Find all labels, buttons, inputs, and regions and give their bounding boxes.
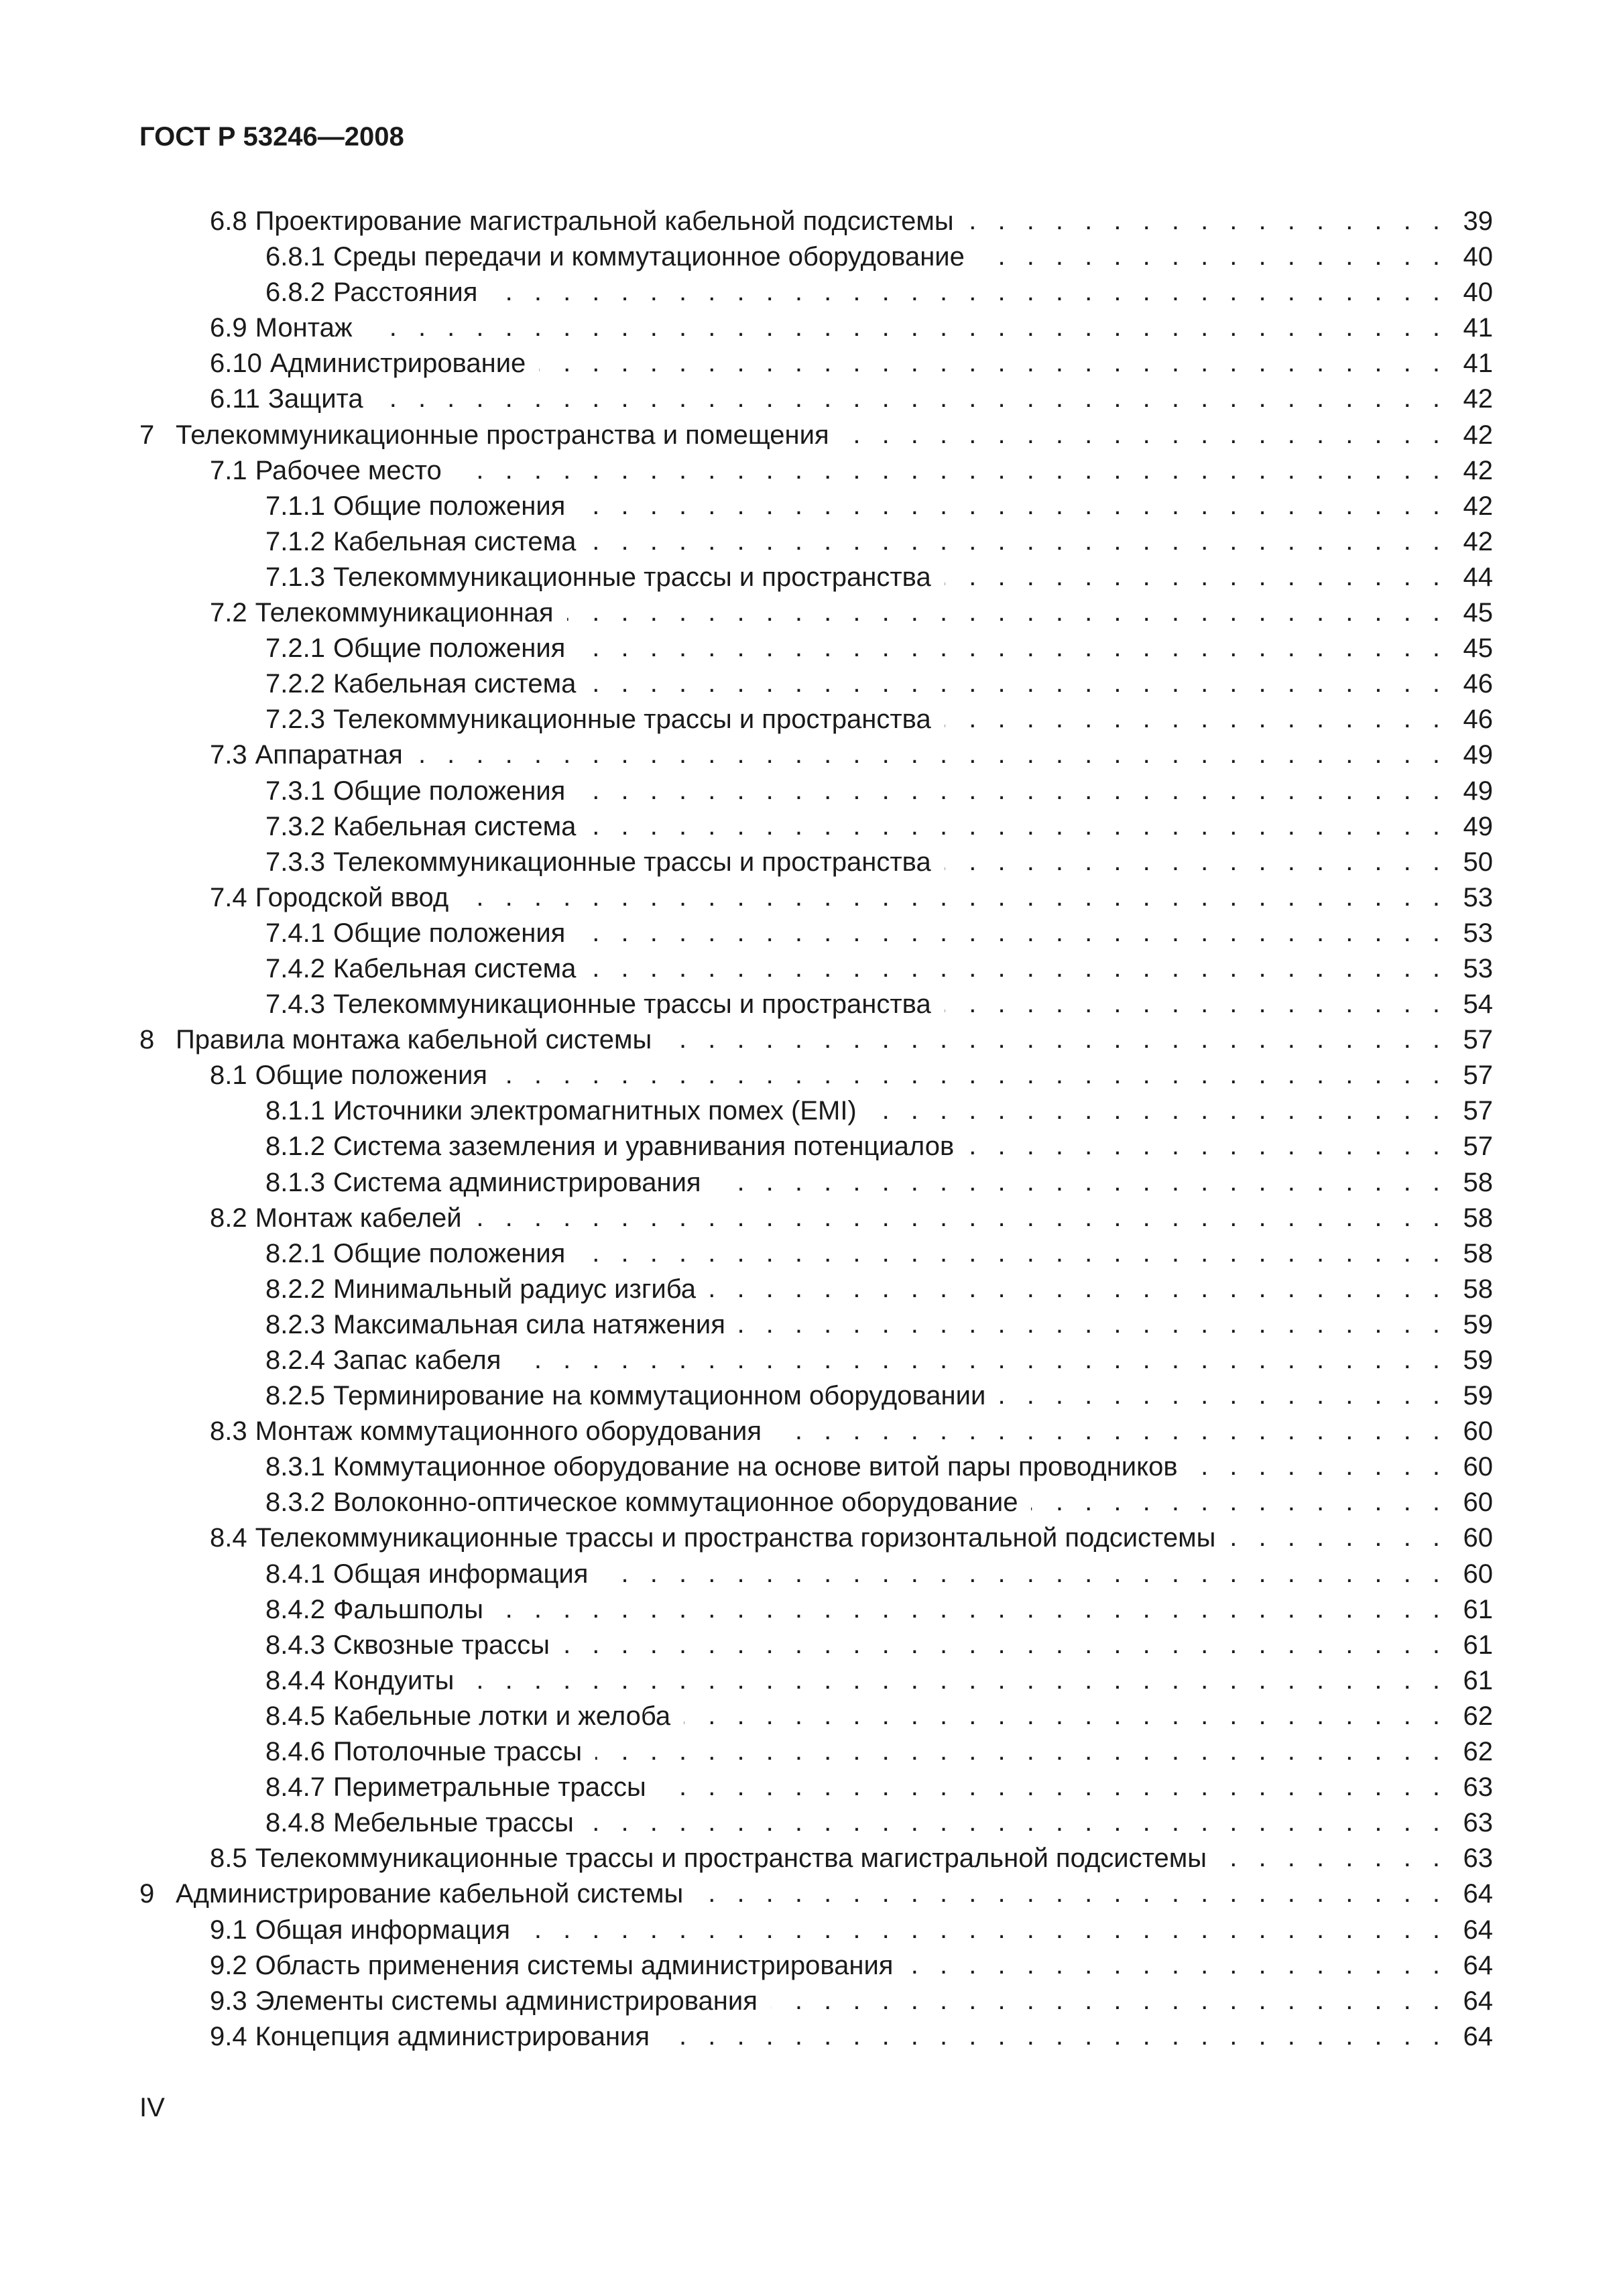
toc-entry-page: 62 [1463,1701,1493,1731]
toc-entry[interactable] [139,345,1493,381]
toc-entry-number: 7.3 [210,740,247,770]
toc-entry[interactable] [139,595,1493,630]
toc-entry[interactable] [139,915,1493,951]
toc-dot-leader [567,595,1446,621]
toc-entry-number: 7.2.2 [265,669,325,699]
toc-entry-number: 7.1 [210,455,247,485]
toc-entry-page: 58 [1463,1274,1493,1304]
toc-entry-page: 57 [1463,1061,1493,1091]
toc-entry[interactable] [139,1093,1493,1128]
toc-entry-title: Телекоммуникационная [255,598,554,628]
toc-entry-number: 9 [139,1879,155,1909]
toc-dot-leader [455,452,1446,479]
toc-entry-number: 8.4 [210,1523,247,1553]
toc-dot-leader [563,1627,1446,1654]
toc-entry-title: Кабельная система [333,953,577,983]
toc-entry-page: 53 [1463,953,1493,983]
toc-entry[interactable] [139,986,1493,1022]
toc-entry-title: Запас кабеля [333,1345,501,1375]
toc-entry[interactable] [139,630,1493,666]
toc-entry-page: 58 [1463,1203,1493,1233]
toc-entry-title: Кабельная система [333,526,577,556]
toc-entry-page: 42 [1463,526,1493,556]
toc-entry-number: 8.4.1 [265,1559,325,1589]
toc-entry-page: 39 [1463,206,1493,236]
toc-entry-number: 6.8 [210,206,247,236]
toc-dot-leader [524,1912,1446,1939]
toc-entry-number: 7.1.1 [265,491,325,521]
toc-entry-number: 8.4.2 [265,1594,325,1624]
toc-dot-leader [589,808,1446,835]
toc-entry[interactable] [139,1983,1493,2018]
document-header: ГОСТ Р 53246—2008 [139,122,404,152]
toc-entry-title: Монтаж коммутационного оборудования [255,1416,762,1447]
toc-entry-page: 57 [1463,1132,1493,1162]
toc-entry-page: 42 [1463,384,1493,414]
toc-entry-number: 8.2.4 [265,1345,325,1375]
toc-entry-page: 58 [1463,1167,1493,1197]
toc-entry-page: 53 [1463,882,1493,912]
toc-entry-page: 40 [1463,278,1493,308]
toc-entry-number: 8.4.8 [265,1808,325,1838]
toc-dot-leader [416,737,1446,764]
toc-entry-page: 42 [1463,491,1493,521]
toc-entry-title: Кабельная система [333,811,577,841]
toc-entry[interactable] [139,1307,1493,1342]
toc-entry[interactable] [139,1484,1493,1520]
toc-entry-page: 57 [1463,1096,1493,1126]
toc-entry-number: 7 [139,420,155,450]
toc-entry[interactable] [139,1413,1493,1449]
toc-entry-number: 7.3.3 [265,847,325,877]
toc-entry[interactable] [139,310,1493,345]
toc-entry-number: 8.3.2 [265,1488,325,1518]
toc-entry[interactable] [139,1164,1493,1200]
toc-entry-page: 59 [1463,1381,1493,1411]
toc-dot-leader [775,1413,1446,1440]
toc-entry-title: Защита [267,384,363,414]
toc-dot-leader [1191,1449,1446,1475]
toc-entry-title: Терминирование на коммутационном оборудовании [333,1381,986,1411]
toc-entry-number: 8.3.1 [265,1452,325,1482]
toc-entry-title: Фальшполы [333,1594,484,1624]
toc-entry[interactable] [139,559,1493,595]
toc-entry-title: Общие положения [255,1061,487,1091]
toc-entry[interactable] [139,1449,1493,1484]
toc-entry[interactable] [139,239,1493,274]
toc-entry-number: 7.2 [210,598,247,628]
toc-entry-number: 8.4.3 [265,1630,325,1660]
toc-entry[interactable] [139,1591,1493,1627]
toc-entry-page: 54 [1463,989,1493,1020]
toc-entry-page: 57 [1463,1025,1493,1055]
toc-entry[interactable] [139,1235,1493,1271]
toc-dot-leader [967,203,1446,230]
toc-entry-number: 8.4.7 [265,1772,325,1803]
toc-entry-page: 46 [1463,669,1493,699]
toc-entry[interactable] [139,1342,1493,1378]
toc-entry[interactable] [139,1769,1493,1805]
toc-entry-title: Правила монтажа кабельной системы [176,1025,652,1055]
toc-entry-title: Общие положения [333,1238,566,1268]
toc-entry-number: 6.10 [210,349,262,379]
toc-entry-title: Телекоммуникационные пространства и помещения [176,420,829,450]
toc-dot-leader [945,701,1446,728]
toc-entry-title: Проектирование магистральной кабельной подсистемы [255,206,954,236]
toc-dot-leader [945,559,1446,586]
toc-dot-leader [945,986,1446,1013]
toc-entry[interactable] [139,524,1493,559]
toc-entry-page: 49 [1463,740,1493,770]
toc-entry-number: 9.3 [210,1986,247,2016]
toc-entry-title: Телекоммуникационные трассы и пространства [333,989,931,1020]
toc-entry-number: 6.11 [210,384,260,414]
toc-entry[interactable] [139,1627,1493,1663]
toc-entry-page: 46 [1463,705,1493,735]
toc-entry-title: Общие положения [333,918,566,948]
toc-entry-page: 62 [1463,1737,1493,1767]
toc-entry-title: Телекоммуникационные трассы и пространства магистральной подсистемы [255,1844,1207,1874]
toc-dot-leader [579,1235,1446,1262]
toc-entry-title: Концепция администрирования [255,2021,650,2051]
toc-entry-page: 61 [1463,1630,1493,1660]
toc-entry[interactable] [139,808,1493,844]
toc-entry-number: 7.4.3 [265,989,325,1020]
toc-entry-number: 7.4 [210,882,247,912]
toc-dot-leader [663,2018,1446,2045]
toc-entry-page: 40 [1463,242,1493,272]
toc-entry-title: Кабельная система [333,669,577,699]
toc-dot-leader [906,1947,1446,1974]
toc-entry-title: Коммутационное оборудование на основе витой пары проводников [333,1452,1178,1482]
toc-dot-leader [462,880,1446,906]
toc-entry-title: Кабельные лотки и желоба [333,1701,671,1731]
toc-entry-number: 7.3.1 [265,776,325,806]
toc-entry-title: Общие положения [333,776,566,806]
toc-entry[interactable] [139,773,1493,808]
toc-entry-page: 64 [1463,1986,1493,2016]
toc-entry[interactable] [139,381,1493,416]
toc-entry[interactable] [139,1947,1493,1983]
toc-dot-leader [589,951,1446,977]
toc-entry-number: 7.2.1 [265,633,325,664]
toc-entry-title: Телекоммуникационные трассы и пространства [333,847,931,877]
toc-entry-page: 60 [1463,1559,1493,1589]
toc-entry-title: Администрирование [269,349,526,379]
toc-dot-leader [514,1342,1446,1369]
toc-dot-leader [1031,1484,1446,1511]
toc-entry[interactable] [139,452,1493,488]
toc-entry[interactable] [139,203,1493,239]
toc-entry-number: 8.3 [210,1416,247,1447]
toc-dot-leader [539,345,1446,372]
toc-entry[interactable] [139,844,1493,880]
toc-entry-page: 45 [1463,633,1493,664]
toc-entry-number: 7.4.1 [265,918,325,948]
table-of-contents [139,203,1493,2054]
toc-entry-title: Телекоммуникационные трассы и пространства [333,562,931,592]
toc-dot-leader [870,1093,1446,1120]
toc-entry-title: Городской ввод [255,882,449,912]
toc-entry-title: Телекоммуникационные трассы и пространства [333,705,931,735]
toc-entry-number: 9.2 [210,1950,247,1980]
toc-entry-title: Расстояния [333,278,478,308]
toc-dot-leader [587,1805,1446,1831]
toc-entry-number: 7.4.2 [265,953,325,983]
toc-dot-leader [377,381,1446,408]
toc-entry[interactable] [139,1840,1493,1876]
toc-entry-title: Аппаратная [255,740,403,770]
toc-entry-page: 41 [1463,349,1493,379]
toc-entry-number: 7.1.3 [265,562,325,592]
toc-entry-number: 8.2.3 [265,1309,325,1339]
toc-dot-leader [660,1769,1446,1796]
toc-entry-page: 50 [1463,847,1493,877]
toc-entry-number: 8.1.1 [265,1096,325,1126]
toc-entry-page: 60 [1463,1488,1493,1518]
toc-entry-page: 59 [1463,1345,1493,1375]
toc-entry[interactable] [139,1912,1493,1947]
toc-entry-number: 7.1.2 [265,526,325,556]
toc-dot-leader [739,1307,1446,1333]
toc-dot-leader [475,1200,1446,1227]
toc-entry[interactable] [139,1876,1493,1911]
toc-entry-title: Источники электромагнитных помех (EMI) [333,1096,857,1126]
toc-entry-number: 7.2.3 [265,705,325,735]
toc-entry[interactable] [139,274,1493,310]
toc-dot-leader [501,1057,1446,1084]
toc-entry-page: 60 [1463,1416,1493,1447]
toc-entry-title: Среды передачи и коммутационное оборудование [333,242,965,272]
toc-entry-title: Сквозные трассы [333,1630,550,1660]
toc-entry-title: Минимальный радиус изгиба [333,1274,696,1304]
toc-entry-title: Общие положения [333,491,566,521]
toc-entry-number: 8.2.5 [265,1381,325,1411]
toc-entry-page: 60 [1463,1523,1493,1553]
toc-entry-title: Элементы системы администрирования [255,1986,758,2016]
toc-entry-page: 61 [1463,1594,1493,1624]
toc-entry-number: 6.8.2 [265,278,325,308]
toc-dot-leader [579,915,1446,942]
toc-entry[interactable] [139,1128,1493,1164]
toc-entry-title: Максимальная сила натяжения [333,1309,725,1339]
toc-entry[interactable] [139,1734,1493,1769]
toc-entry[interactable] [139,1520,1493,1555]
toc-entry-page: 59 [1463,1309,1493,1339]
toc-entry-number: 6.8.1 [265,242,325,272]
toc-entry-page: 64 [1463,1950,1493,1980]
toc-entry-page: 64 [1463,2021,1493,2051]
toc-entry-title: Потолочные трассы [333,1737,583,1767]
toc-entry-page: 64 [1463,1879,1493,1909]
toc-entry-title: Администрирование кабельной системы [176,1879,684,1909]
toc-dot-leader [589,666,1446,692]
toc-entry-number: 7.3.2 [265,811,325,841]
toc-dot-leader [579,630,1446,657]
toc-entry[interactable] [139,1200,1493,1235]
toc-entry-page: 58 [1463,1238,1493,1268]
toc-entry-page: 53 [1463,918,1493,948]
toc-dot-leader [491,274,1446,301]
toc-dot-leader [1229,1520,1446,1547]
toc-entry-page: 60 [1463,1452,1493,1482]
toc-entry-title: Периметральные трассы [333,1772,646,1803]
toc-dot-leader [843,417,1446,444]
toc-entry[interactable] [139,880,1493,915]
page-number: IV [139,2093,165,2122]
toc-entry-page: 42 [1463,420,1493,450]
toc-entry-page: 63 [1463,1772,1493,1803]
toc-dot-leader [579,488,1446,515]
toc-dot-leader [978,239,1446,265]
toc-entry[interactable] [139,1022,1493,1057]
toc-entry-page: 41 [1463,313,1493,343]
toc-entry-title: Телекоммуникационные трассы и пространства горизонтальной подсистемы [255,1523,1216,1553]
toc-entry[interactable] [139,951,1493,986]
toc-entry-title: Система заземления и уравнивания потенциалов [333,1132,955,1162]
toc-entry-page: 49 [1463,811,1493,841]
toc-dot-leader [1220,1840,1446,1867]
toc-entry[interactable] [139,2018,1493,2054]
toc-dot-leader [665,1022,1446,1048]
toc-entry[interactable] [139,1271,1493,1307]
toc-dot-leader [579,773,1446,800]
toc-entry[interactable] [139,1556,1493,1591]
toc-entry-number: 8.4.5 [265,1701,325,1731]
toc-entry[interactable] [139,1698,1493,1734]
toc-entry-page: 63 [1463,1808,1493,1838]
toc-entry-number: 9.4 [210,2021,247,2051]
toc-dot-leader [945,844,1446,871]
toc-dot-leader [771,1983,1446,2010]
toc-entry[interactable] [139,666,1493,701]
toc-entry-title: Мебельные трассы [333,1808,574,1838]
toc-entry[interactable] [139,701,1493,737]
toc-entry-page: 49 [1463,776,1493,806]
toc-entry-title: Общая информация [333,1559,589,1589]
toc-entry-title: Рабочее место [255,455,442,485]
toc-entry[interactable] [139,1663,1493,1698]
toc-dot-leader [697,1876,1446,1902]
toc-dot-leader [999,1378,1446,1404]
toc-entry-title: Система администрирования [333,1167,701,1197]
toc-entry-title: Общая информация [255,1915,511,1945]
toc-entry[interactable] [139,1805,1493,1840]
toc-entry-page: 64 [1463,1915,1493,1945]
toc-dot-leader [709,1271,1446,1298]
toc-entry-page: 44 [1463,562,1493,592]
toc-entry-title: Волоконно-оптическое коммутационное оборудование [333,1488,1018,1518]
toc-entry-number: 9.1 [210,1915,247,1945]
toc-entry-number: 8.5 [210,1844,247,1874]
toc-entry-number: 8.1.3 [265,1167,325,1197]
toc-entry-page: 61 [1463,1665,1493,1695]
toc-entry-title: Монтаж [255,313,353,343]
toc-entry[interactable] [139,1057,1493,1093]
toc-dot-leader [684,1698,1446,1725]
toc-entry-title: Общие положения [333,633,566,664]
toc-entry-number: 8.2 [210,1203,247,1233]
toc-entry-title: Монтаж кабелей [255,1203,462,1233]
toc-entry-number: 8.4.6 [265,1737,325,1767]
toc-dot-leader [967,1128,1446,1155]
toc-entry[interactable] [139,1378,1493,1413]
toc-entry[interactable] [139,737,1493,772]
toc-entry-number: 8.1.2 [265,1132,325,1162]
toc-entry-number: 8.2.1 [265,1238,325,1268]
toc-entry-page: 42 [1463,455,1493,485]
toc-dot-leader [366,310,1446,337]
toc-dot-leader [601,1556,1446,1583]
toc-dot-leader [595,1734,1446,1760]
toc-entry-number: 6.9 [210,313,247,343]
toc-entry-title: Область применения системы администрирования [255,1950,894,1980]
toc-entry-page: 45 [1463,598,1493,628]
toc-dot-leader [589,524,1446,550]
toc-entry-number: 8.4.4 [265,1665,325,1695]
toc-dot-leader [497,1591,1446,1618]
toc-entry-title: Кондуиты [333,1665,455,1695]
toc-entry[interactable] [139,488,1493,524]
toc-dot-leader [715,1164,1446,1191]
toc-dot-leader [467,1663,1446,1689]
toc-entry-number: 8 [139,1025,155,1055]
toc-entry[interactable] [139,417,1493,452]
toc-entry-number: 8.1 [210,1061,247,1091]
toc-entry-page: 63 [1463,1844,1493,1874]
toc-entry-number: 8.2.2 [265,1274,325,1304]
